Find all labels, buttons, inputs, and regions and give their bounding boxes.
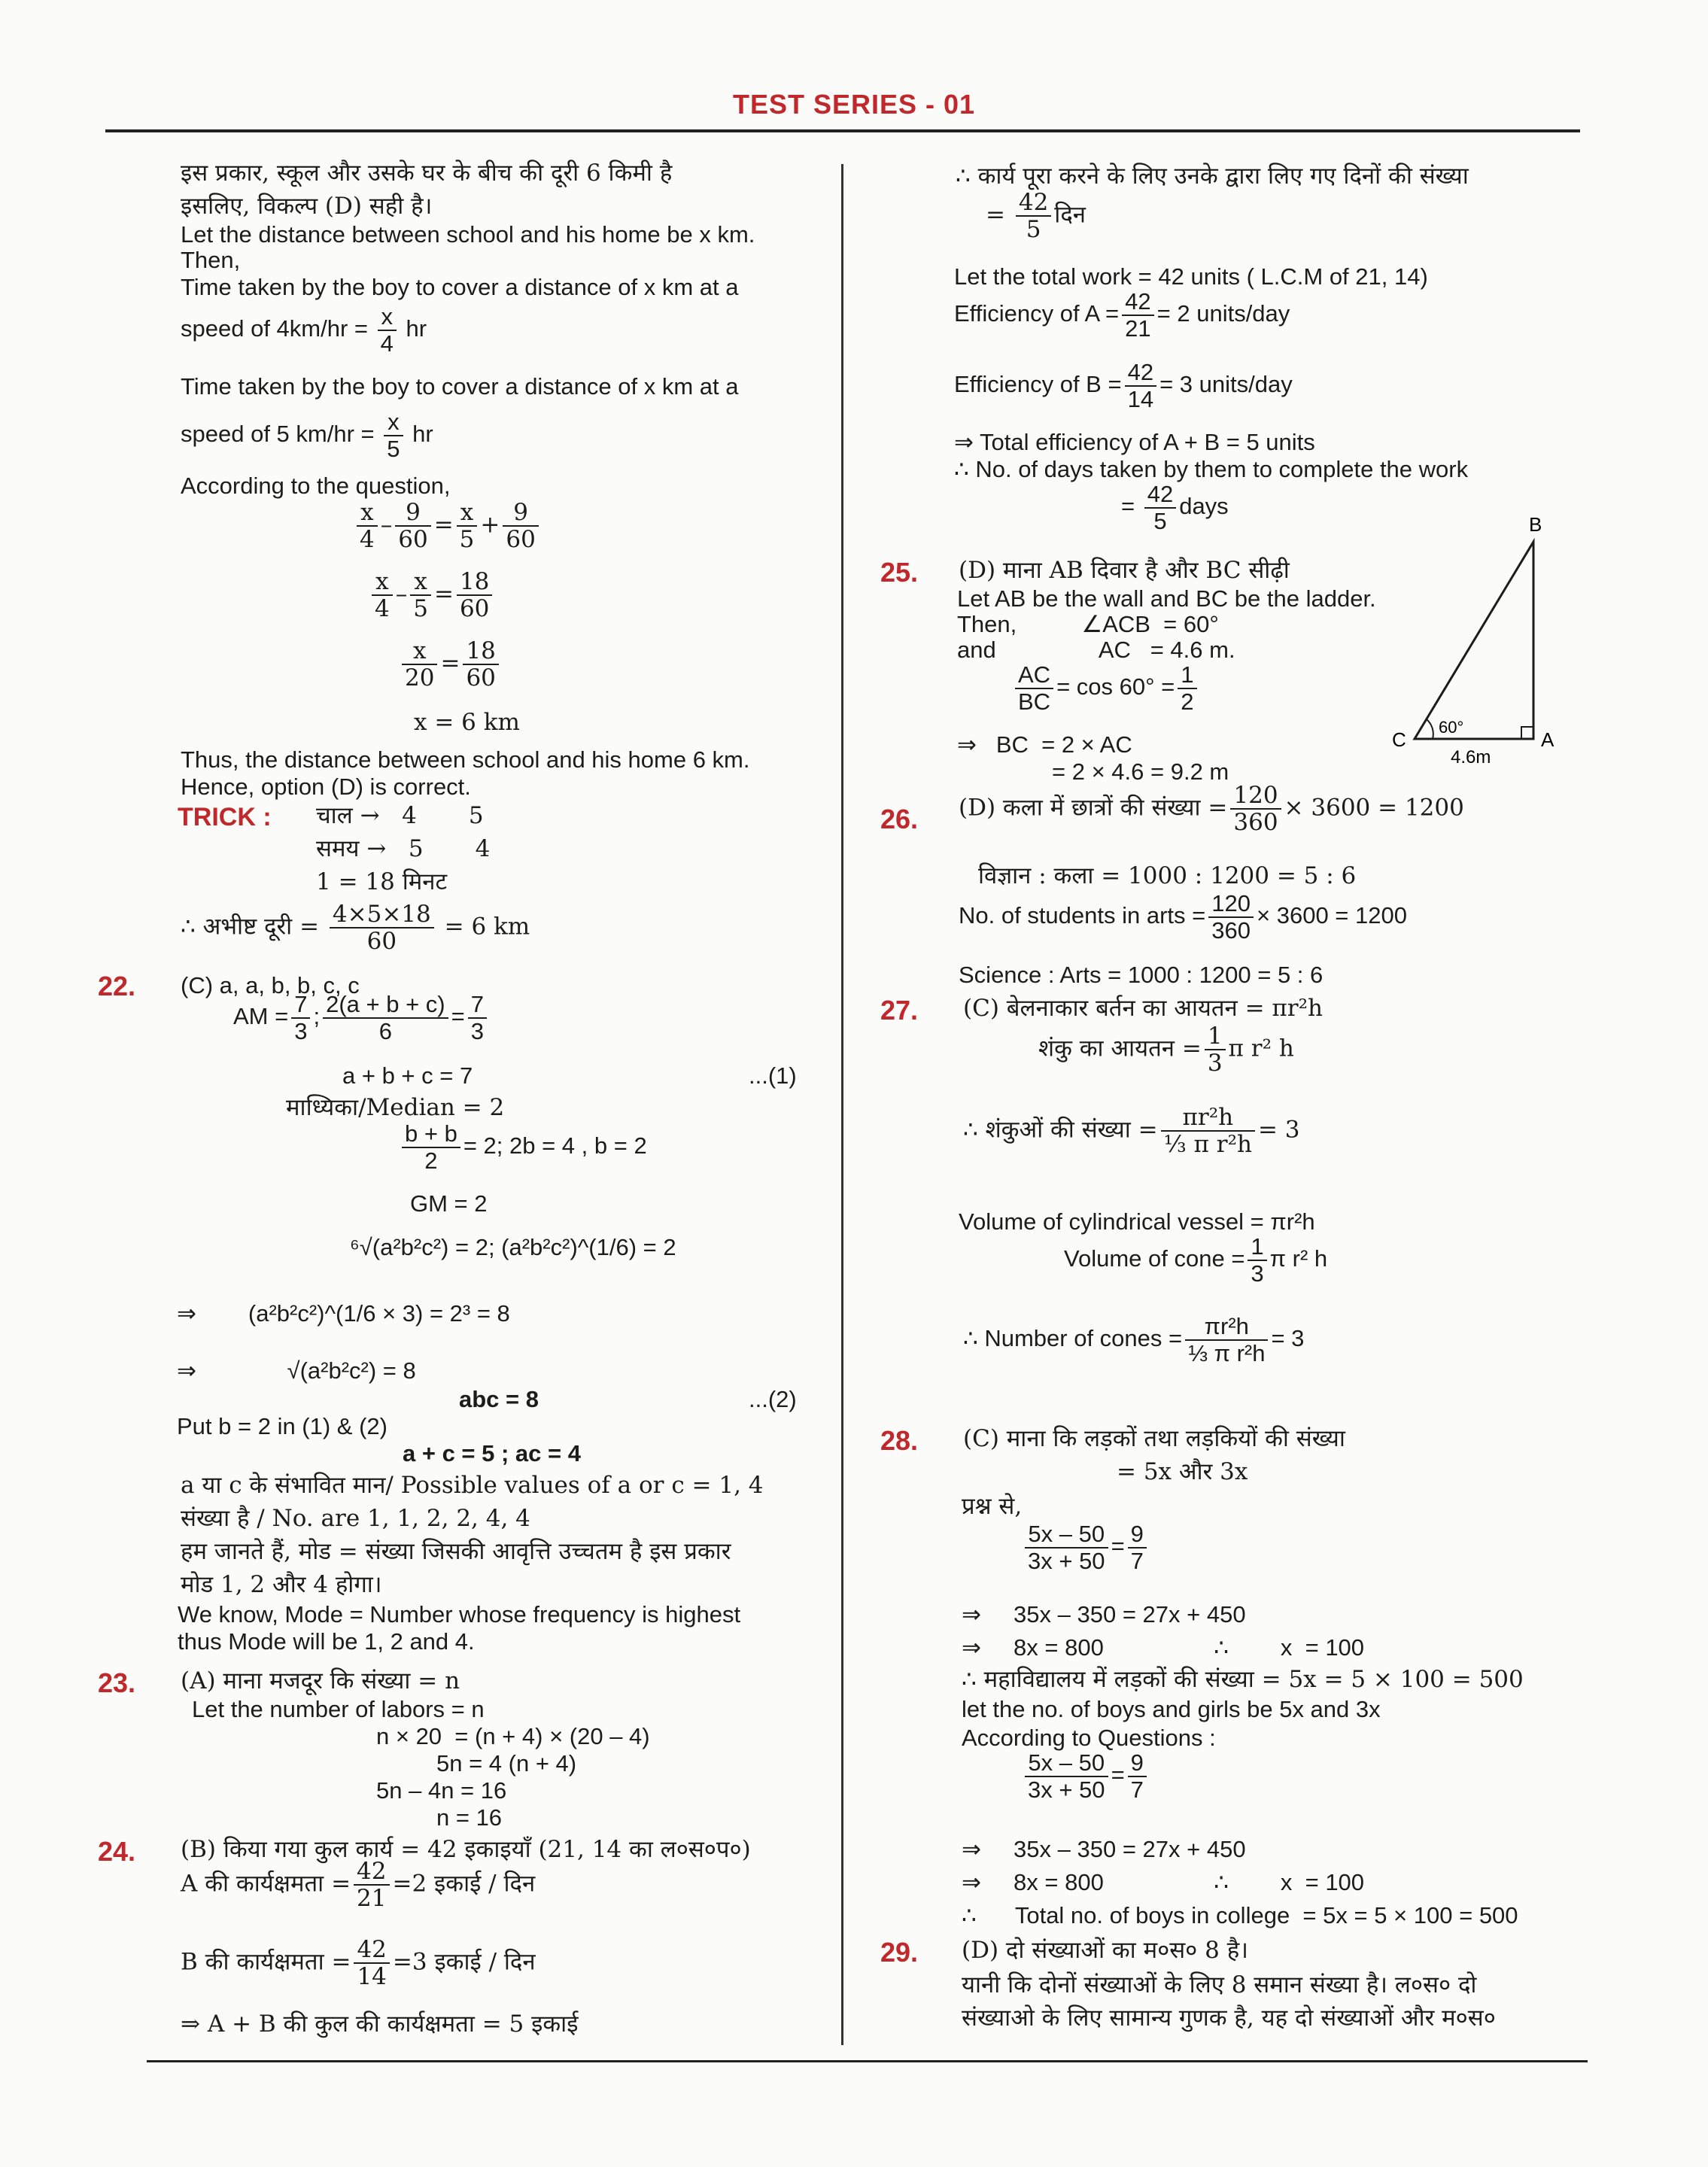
question-number-29: 29. <box>880 1937 919 1968</box>
q26-ratio-en: Science : Arts = 1000 : 1200 = 5 : 6 <box>959 962 1324 988</box>
q21-hindi-line-1: इस प्रकार, स्कूल और उसके घर के बीच की दूरी 6 किमी है <box>181 160 673 187</box>
q28-line-7: ∴ महाविद्यालय में लड़कों की संख्या = 5x = 5 × 100 = 500 <box>962 1666 1524 1693</box>
q22-tag-1: ...(1) <box>749 1062 797 1089</box>
q28-line-1: (C) माना कि लड़कों तथा लड़कियों की संख्या <box>963 1425 1345 1452</box>
q28-line-5: ⇒ 35x – 350 = 27x + 450 <box>962 1601 1246 1628</box>
base-length-label: 4.6m <box>1451 747 1491 764</box>
vertex-c-label: C <box>1392 728 1406 751</box>
angle-arc <box>1427 719 1433 739</box>
q28-line-13: ∴ Total no. of boys in college = 5x = 5 × 100 = 500 <box>962 1902 1518 1928</box>
q21-en-line-5: Time taken by the boy to cover a distance of x km at a <box>181 373 739 400</box>
q21-hindi-line-2: इसलिए, विकल्प (D) सही है। <box>181 193 433 220</box>
q26-line-3: No. of students in arts = $\frac{120}{360}$ × 3600 = 1200 <box>959 890 1407 944</box>
question-number-25: 25. <box>880 557 919 588</box>
q28-line-3: प्रश्न से, <box>962 1493 1023 1520</box>
q23-line-6: n = 16 <box>436 1804 503 1831</box>
q28-line-8: let the no. of boys and girls be 5x and 3x <box>962 1696 1381 1722</box>
q24-days-hindi: ∴ कार्य पूरा करने के लिए उनके द्वारा लिए गए दिनों की संख्या <box>956 163 1469 190</box>
q28-equation-en: $\frac{5x - 50}{3x + 50}$ = $\frac{9}{7}$ <box>1022 1750 1150 1803</box>
q27-cylinder-volume-en: Volume of cylindrical vessel = πr²h <box>959 1208 1315 1235</box>
q24-efficiency-a-en: Efficiency of A = $\frac{42}{21}$ = 2 units/day <box>954 288 1290 342</box>
q22-b-line: $\frac{b + b}{2}$ = 2; 2b = 4 , b = 2 <box>399 1121 647 1174</box>
page-header: TEST SERIES - 01 <box>732 89 976 120</box>
q25-cos-line: $\frac{AC}{BC}$ = cos 60° = $\frac{1}{2}$ <box>1012 662 1200 715</box>
footer-rule <box>147 2060 1588 2062</box>
q25-line-7: = 2 × 4.6 = 9.2 m <box>1052 758 1229 785</box>
q22-mode-en-1: We know, Mode = Number whose frequency is highest <box>178 1601 741 1628</box>
trick-time-row: समय → 5 4 <box>316 835 491 862</box>
q21-equation-4: x = 6 km <box>414 709 520 736</box>
q21-speed-4-line: speed of 4km/hr = $\frac{x}{4}$ hr <box>181 303 427 357</box>
q22-sum-product-line: a + c = 5 ; ac = 4 <box>403 1440 581 1466</box>
q21-en-line-8: Thus, the distance between school and his home 6 km. <box>181 746 750 773</box>
q22-gm-line: GM = 2 <box>410 1190 488 1217</box>
q27-cone-volume-en: Volume of cone = $\frac{1}{3}$ π r² h <box>1064 1233 1328 1287</box>
q22-am-line: AM = $\frac{7}{3}$ ; $\frac{2(a + b + c)}{6}$ = $\frac{7}{3}$ <box>233 992 490 1044</box>
q28-line-2: = 5x और 3x <box>1117 1458 1248 1485</box>
angle-label: 60° <box>1439 718 1464 737</box>
q24-total-efficiency-en: ⇒ Total efficiency of A + B = 5 units <box>954 429 1315 455</box>
right-angle-marker <box>1521 727 1533 739</box>
q28-equation-hindi: $\frac{5x - 50}{3x + 50}$ = $\frac{9}{7}$ <box>1022 1521 1150 1574</box>
q21-en-line-9: Hence, option (D) is correct. <box>181 773 471 800</box>
q24-efficiency-a: A की कार्यक्षमता = $\frac{42}{21}$ =2 इकाई / दिन <box>181 1858 536 1912</box>
q24-days-en: ∴ No. of days taken by them to complete the work <box>954 456 1469 482</box>
q22-tag-2: ...(2) <box>749 1386 797 1412</box>
q22-put-line: Put b = 2 in (1) & (2) <box>177 1413 387 1439</box>
q21-en-line-3: Time taken by the boy to cover a distance of x km at a <box>181 274 739 300</box>
q23-line-4: 5n = 4 (n + 4) <box>436 1750 577 1776</box>
trick-label: TRICK : <box>178 803 272 831</box>
q24-total-efficiency: ⇒ A + B की कुल की कार्यक्षमता = 5 इकाई <box>181 2010 579 2038</box>
q25-line-2: Let AB be the wall and BC be the ladder. <box>957 585 1376 612</box>
q27-cone-count-hindi: ∴ शंकुओं की संख्या = $\frac{\text{πr²h}}{\text{⅓ π r²h}}$ = 3 <box>963 1104 1300 1158</box>
q21-en-line-2: Then, <box>181 247 241 273</box>
q22-numbers-line: संख्या है / No. are 1, 1, 2, 2, 4, 4 <box>181 1505 530 1532</box>
q21-equation-2: $\frac{x}{4}$ – $\frac{x}{5}$ = $\frac{18}{60}$ <box>369 569 495 622</box>
q22-abc-line: abc = 8 <box>459 1386 539 1412</box>
question-number-28: 28. <box>880 1425 919 1456</box>
q21-speed-5-line: speed of 5 km/hr = $\frac{x}{5}$ hr <box>181 409 433 462</box>
q26-ratio-hindi: विज्ञान : कला = 1000 : 1200 = 5 : 6 <box>978 862 1357 889</box>
q22-mode-hindi-1: हम जानते हैं, मोड = संख्या जिसकी आवृत्ति उच्चतम है इस प्रकार <box>181 1538 731 1565</box>
q22-median-line: माध्यिका/Median = 2 <box>286 1094 505 1121</box>
q23-line-2: Let the number of labors = n <box>192 1696 485 1722</box>
q22-sqrt-line: ⇒ √(a²b²c²) = 8 <box>177 1357 416 1384</box>
trick-unit-row: 1 = 18 मिनट <box>316 868 448 895</box>
q23-line-3: n × 20 = (n + 4) × (20 – 4) <box>376 1723 650 1749</box>
q24-efficiency-b: B की कार्यक्षमता = $\frac{42}{14}$ =3 इकाई / दिन <box>181 1936 536 1990</box>
q28-line-12: ⇒ 8x = 800 ∴ x = 100 <box>962 1869 1365 1895</box>
trick-speed-row: चाल → 4 5 <box>316 802 484 829</box>
q24-total-work-en: Let the total work = 42 units ( L.C.M of 21, 14) <box>954 263 1428 290</box>
q24-days-en-fraction: = $\frac{42}{5}$ days <box>1121 481 1229 534</box>
trick-required-distance: ∴ अभीष्ट दूरी = $\frac{4\times 5\times 18}{60}$ = 6 km <box>181 901 530 955</box>
q25-line-6: ⇒ BC = 2 × AC <box>957 731 1132 758</box>
q23-line-1: (A) माना मजदूर कि संख्या = n <box>181 1667 460 1694</box>
question-number-24: 24. <box>98 1836 136 1867</box>
triangle-shape <box>1415 542 1533 739</box>
q28-line-6: ⇒ 8x = 800 ∴ x = 100 <box>962 1634 1365 1661</box>
q22-cube-line: ⇒ (a²b²c²)^(1/6 × 3) = 2³ = 8 <box>177 1300 510 1327</box>
question-number-27: 27. <box>880 995 919 1026</box>
question-number-22: 22. <box>98 971 136 1001</box>
q28-line-11: ⇒ 35x – 350 = 27x + 450 <box>962 1836 1246 1862</box>
q21-equation-3: $\frac{x}{20}$ = $\frac{18}{60}$ <box>399 638 502 691</box>
q29-line-3: संख्याओ के लिए सामान्य गुणक है, यह दो संख्याओं और म०स० <box>962 2004 1496 2032</box>
q22-line-1: (C) a, a, b, b, c, c <box>181 972 360 998</box>
q21-en-line-7: According to the question, <box>181 473 451 499</box>
q29-line-2: यानी कि दोनों संख्याओं के लिए 8 समान संख्या है। ल०स० दो <box>962 1971 1477 1998</box>
q22-possible-values: a या c के संभावित मान/ Possible values of a or c = 1, 4 <box>181 1472 764 1499</box>
q22-mode-en-2: thus Mode will be 1, 2 and 4. <box>178 1628 475 1655</box>
column-divider <box>841 164 843 2045</box>
q27-cone-count-en: ∴ Number of cones = $\frac{\text{πr²h}}{\text{⅓ π r²h}}$ = 3 <box>963 1313 1305 1366</box>
q26-line-1: (D) कला में छात्रों की संख्या = $\frac{120}{360}$ × 3600 = 1200 <box>959 782 1464 836</box>
vertex-b-label: B <box>1529 513 1542 536</box>
q25-line-3: Then, ∠ACB = 60° <box>957 611 1219 637</box>
q24-efficiency-b-en: Efficiency of B = $\frac{42}{14}$ = 3 units/day <box>954 359 1293 412</box>
q27-line-1: (C) बेलनाकार बर्तन का आयतन = πr²h <box>963 995 1324 1022</box>
q21-equation-1: $\frac{x}{4}$ – $\frac{9}{60}$ = $\frac{x}{5}$ + $\frac{9}{60}$ <box>354 500 542 552</box>
q25-line-4: and AC = 4.6 m. <box>957 637 1235 663</box>
q29-line-1: (D) दो संख्याओं का म०स० 8 है। <box>962 1937 1248 1964</box>
q23-line-5: 5n – 4n = 16 <box>376 1777 507 1804</box>
q22-mode-hindi-2: मोड 1, 2 और 4 होगा। <box>181 1571 382 1598</box>
q24-days-fraction: = $\frac{42}{5}$ दिन <box>986 189 1086 243</box>
q25-line-1: (D) माना AB दिवार है और BC सीढ़ी <box>959 557 1290 584</box>
question-number-26: 26. <box>880 804 919 834</box>
q22-root-line: ⁶√(a²b²c²) = 2; (a²b²c²)^(1/6) = 2 <box>350 1234 676 1260</box>
q24-line-1: (B) किया गया कुल कार्य = 42 इकाइयाँ (21, 14 का ल०स०प०) <box>181 1836 751 1863</box>
q27-cone-volume-hindi: शंकु का आयतन = $\frac{1}{3}$ π r² h <box>1038 1023 1294 1077</box>
q21-en-line-1: Let the distance between school and his home be x km. <box>181 221 755 248</box>
question-number-23: 23. <box>98 1667 136 1698</box>
triangle-figure <box>1384 509 1565 764</box>
vertex-a-label: A <box>1541 728 1555 751</box>
header-rule <box>105 129 1580 132</box>
q28-line-9: According to Questions : <box>962 1725 1216 1751</box>
q22-line-3: a + b + c = 7 <box>342 1062 473 1089</box>
